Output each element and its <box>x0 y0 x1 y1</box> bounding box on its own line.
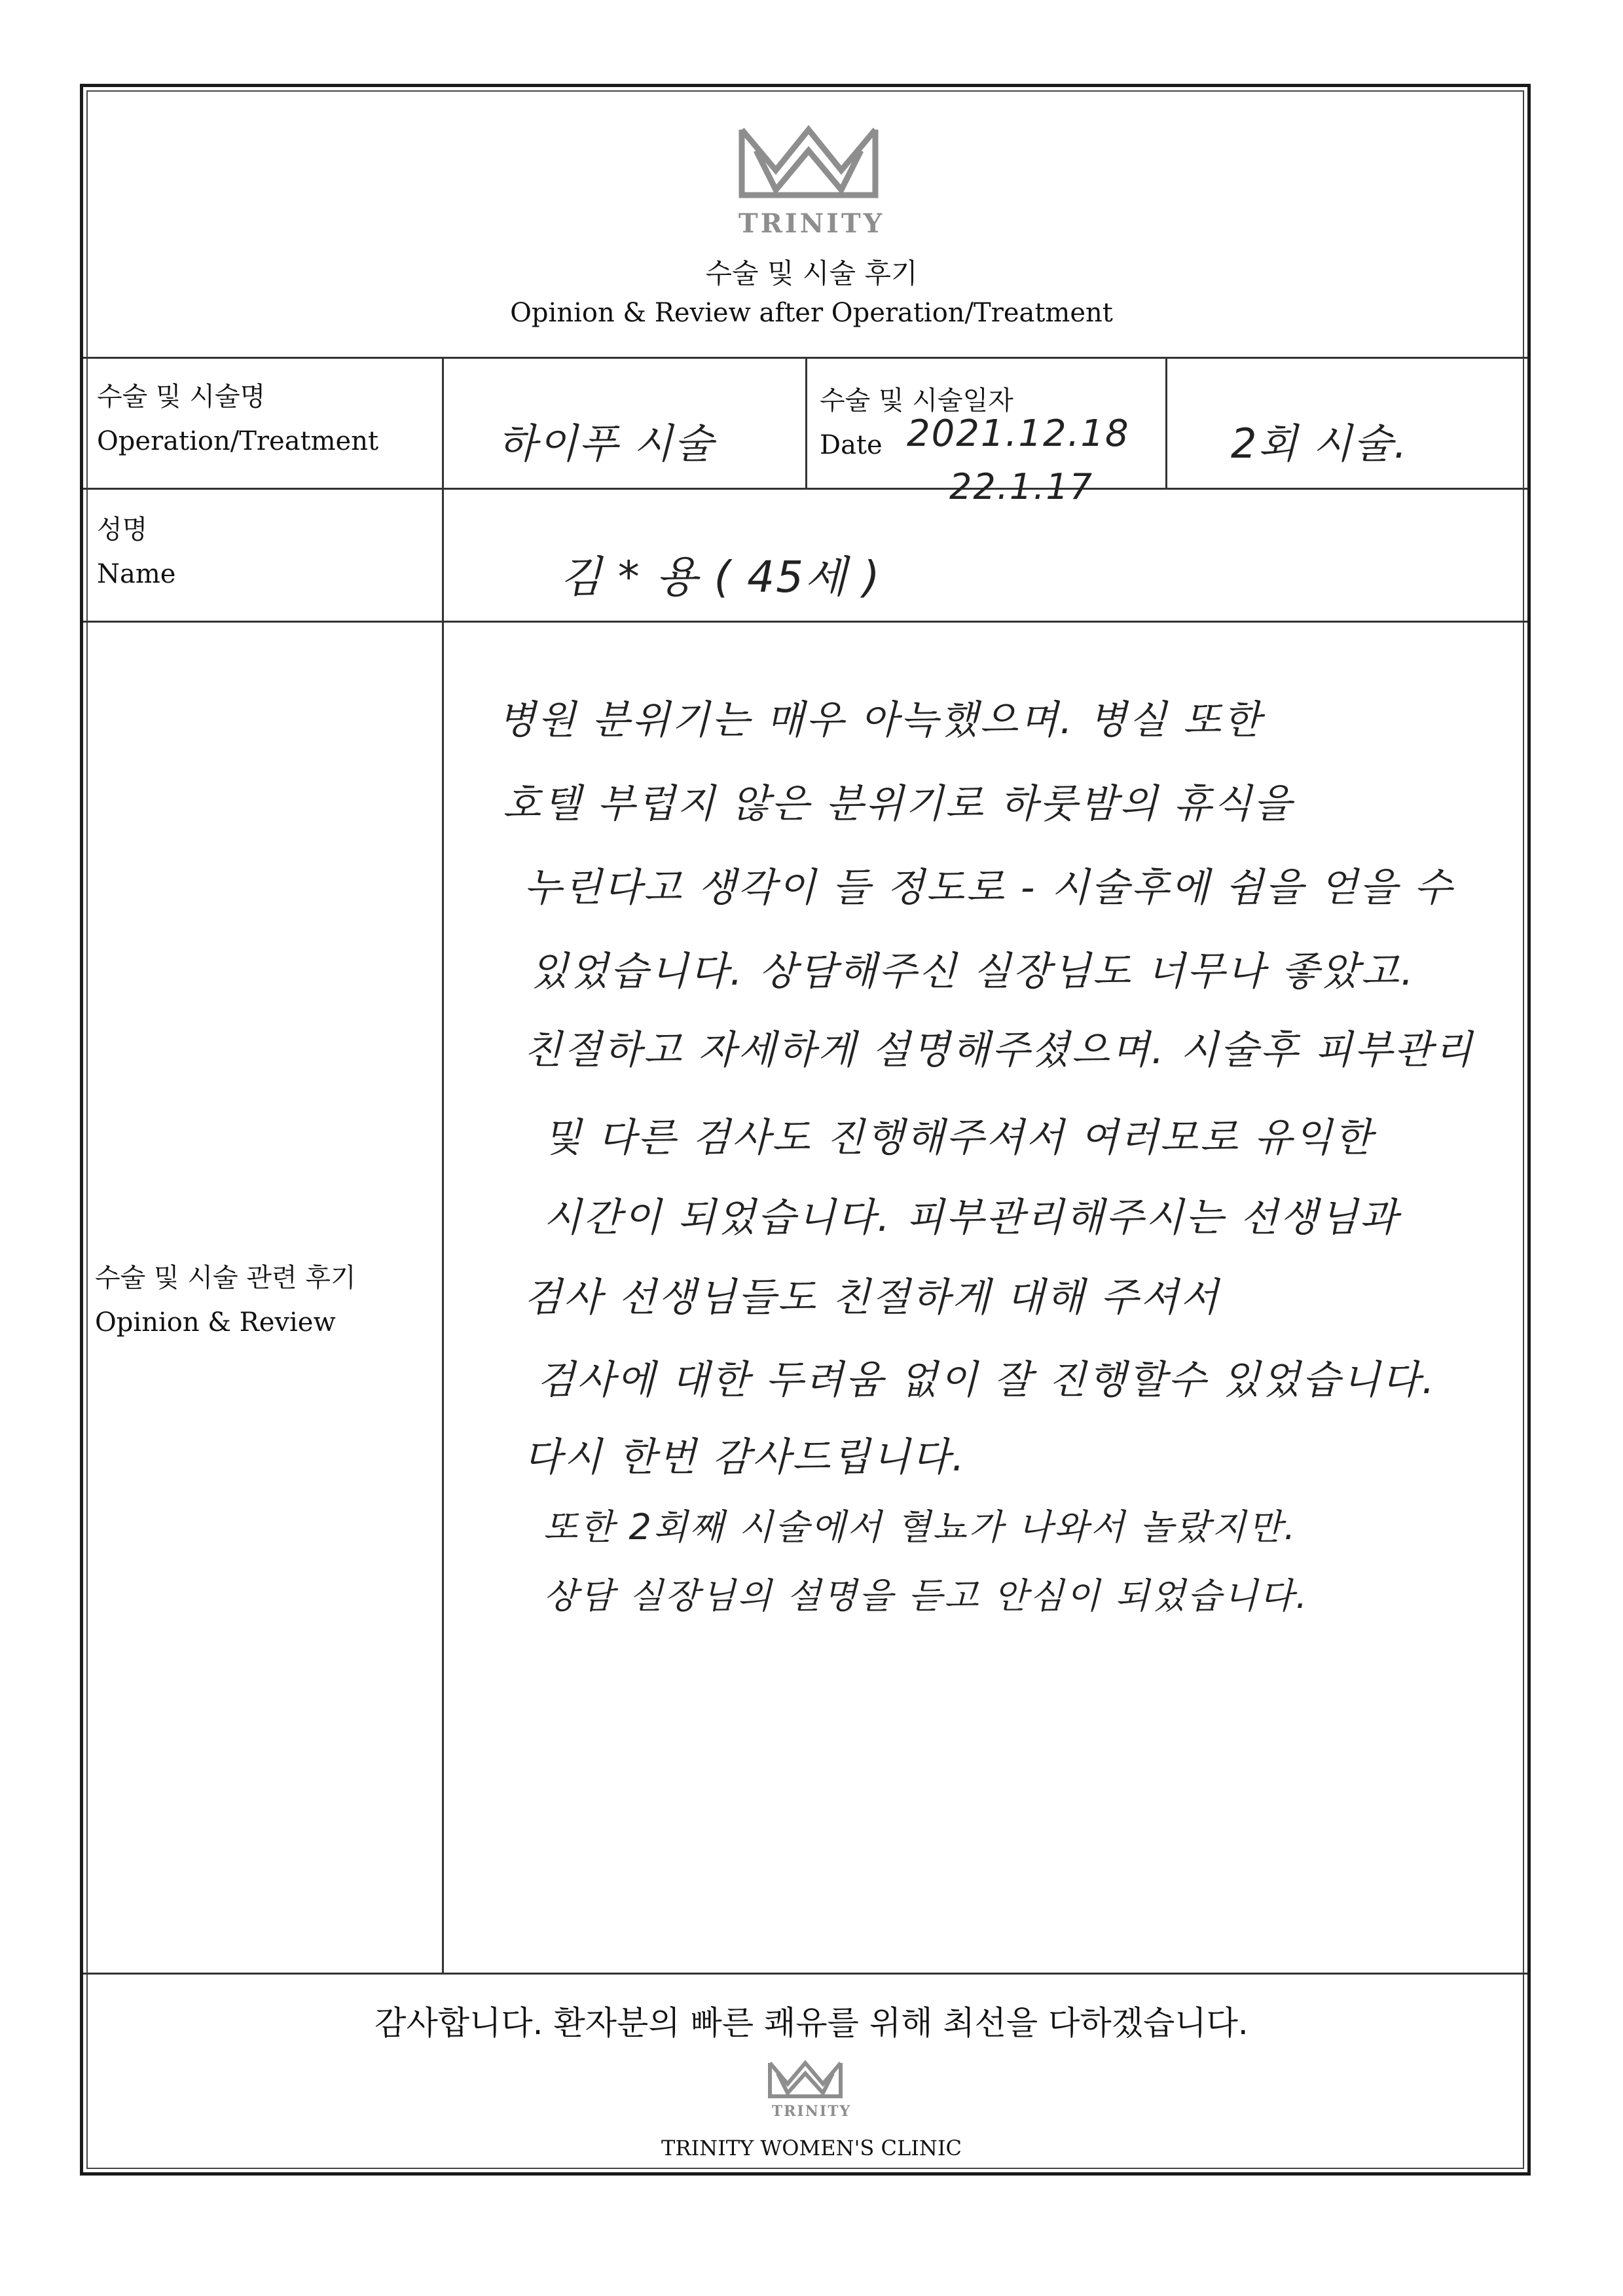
title-ko: 수술 및 시술 후기 <box>705 257 918 289</box>
name-label <box>97 507 175 596</box>
brand-name: TRINITY <box>738 208 885 239</box>
name-value: 김 * 용 ( 45세 ) <box>560 552 881 602</box>
title-en: Opinion & Review after Operation/Treatment <box>510 298 1113 328</box>
review-line: 또한 2회째 시술에서 혈뇨가 나와서 놀랐지만. <box>543 1506 1298 1548</box>
row-divider-name <box>83 488 1527 490</box>
brand-name-small: TRINITY <box>771 2103 852 2120</box>
trinity-crown-logo <box>737 124 881 200</box>
review-line: 상담 실장님의 설명을 듣고 안심이 되었습니다. <box>543 1575 1309 1616</box>
date-value-1: 2021.12.18 <box>907 412 1130 455</box>
trinity-crown-logo-small <box>766 2059 845 2100</box>
col-divider-session <box>1165 357 1167 488</box>
name-label-en: Name <box>97 559 176 589</box>
review-label <box>95 1256 356 1345</box>
review-line: 친절하고 자세하게 설명해주셨으며. 시술후 피부관리 <box>524 1027 1474 1073</box>
row-divider-review <box>83 621 1527 623</box>
clinic-name: TRINITY WOMEN'S CLINIC <box>661 2136 962 2160</box>
treatment-label-en: Operation/Treatment <box>97 426 379 456</box>
treatment-value: 하이푸 시술 <box>498 420 715 467</box>
row-divider-footer <box>83 1973 1527 1975</box>
review-label-ko: 수술 및 시술 관련 후기 <box>95 1263 356 1293</box>
review-line: 병원 분위기는 매우 아늑했으며. 병실 또한 <box>498 697 1263 743</box>
name-label-ko: 성명 <box>97 515 148 545</box>
treatment-label <box>97 374 378 464</box>
date-value-2: 22.1.17 <box>949 466 1094 507</box>
review-line: 다시 한번 감사드립니다. <box>524 1434 966 1480</box>
treatment-label-ko: 수술 및 시술명 <box>97 382 266 412</box>
date-label-ko: 수술 및 시술일자 <box>820 386 1013 416</box>
review-label-en: Opinion & Review <box>95 1307 336 1338</box>
review-line: 호텔 부럽지 않은 분위기로 하룻밤의 휴식을 <box>503 781 1294 827</box>
date-label-en: Date <box>820 430 883 460</box>
review-line: 시간이 되었습니다. 피부관리해주시는 선생님과 <box>543 1195 1400 1241</box>
col-divider-date <box>805 357 807 488</box>
review-line: 있었습니다. 상담해주신 실장님도 너무나 좋았고. <box>530 949 1415 994</box>
session-note: 2회 시술. <box>1231 420 1408 467</box>
col-divider-main <box>442 357 444 1973</box>
review-line: 누린다고 생각이 들 정도로 - 시술후에 쉼을 얻을 수 <box>524 865 1454 911</box>
footer-thanks: 감사합니다. 환자분의 빠른 쾌유를 위해 최선을 다하겠습니다. <box>374 2004 1249 2042</box>
review-line: 검사 선생님들도 친절하게 대해 주셔서 <box>524 1275 1220 1321</box>
review-line: 및 다른 검사도 진행해주셔서 여러모로 유익한 <box>543 1115 1374 1161</box>
review-line: 검사에 대한 두려움 없이 잘 진행할수 있었습니다. <box>537 1357 1436 1403</box>
